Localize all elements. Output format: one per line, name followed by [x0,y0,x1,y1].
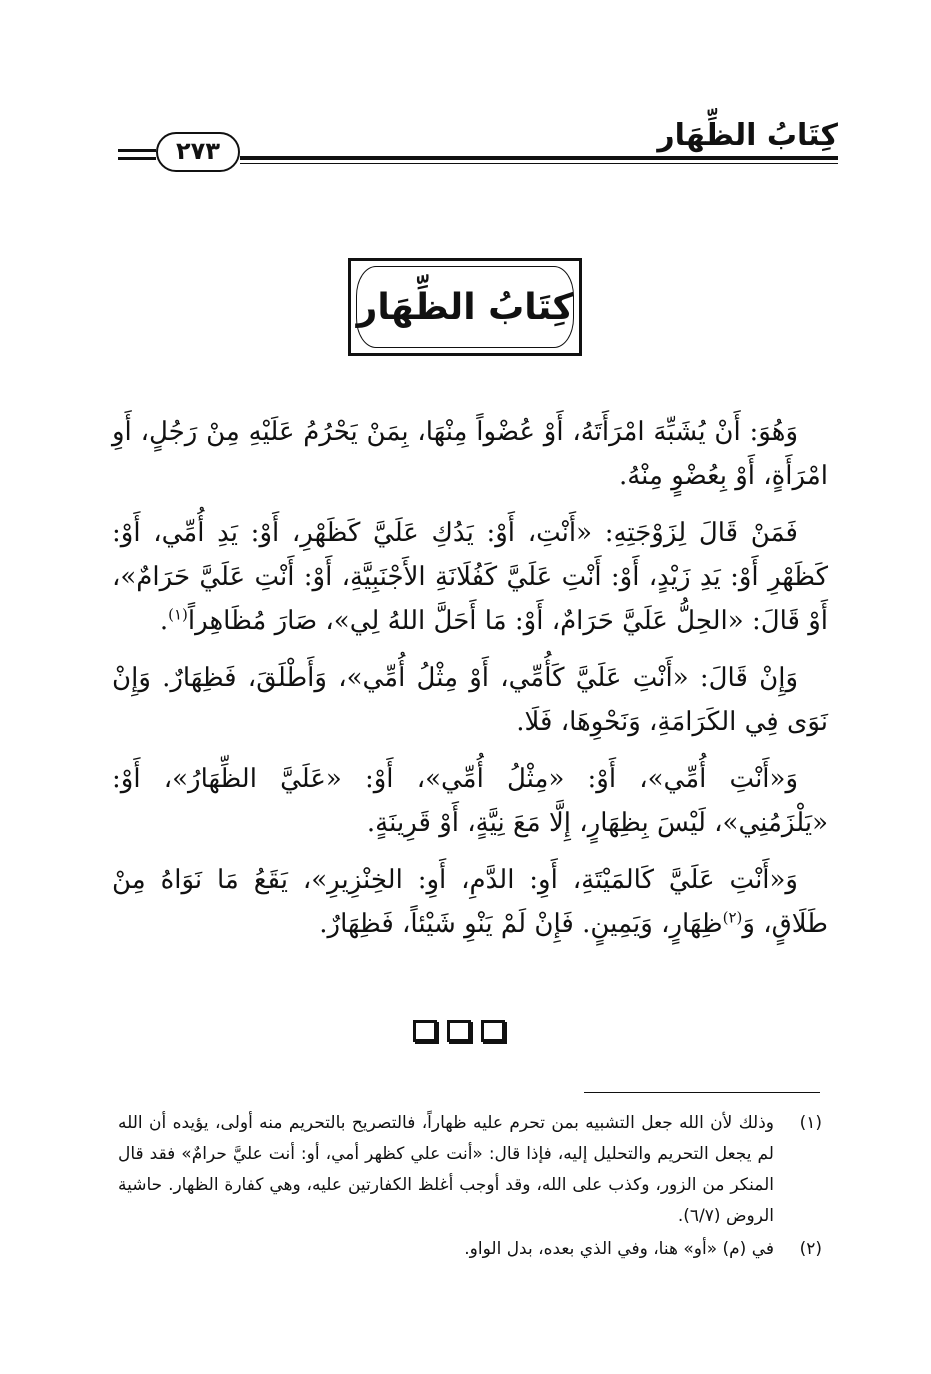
footnote-number: (١) [799,1113,822,1133]
paragraph-carrion [112,858,828,946]
footnotes [118,1108,822,1267]
running-header [118,118,838,178]
footnote-1 [118,1108,822,1232]
header-rule-thin [240,163,838,164]
footnote-separator [584,1092,820,1093]
header-rule-left-top [118,149,156,152]
paragraph-definition: وَهُوَ: أَنْ يُشَبِّهَ امْرَأَتَهُ، أَوْ عُضْواً مِنْهَا، بِمَنْ يَحْرُمُ عَلَيْهِ مِنْ رَجُلٍ، أَوِ امْرَأَةٍ، أَوْ بِعُضْوٍ مِنْهُ. [112,417,828,491]
footnote-text: في (م) «أو» هنا، وفي الذي بعده، بدل الواو. [464,1239,774,1259]
footnote-ref-2: (٢) [722,908,743,927]
chapter-title: كِتَابُ الظِّهَار [356,286,574,328]
running-book-title: كِتَابُ الظِّهَار [657,118,838,153]
paragraph-like-mother: وَإِنْ قَالَ: «أَنْتِ عَلَيَّ كَأُمِّي، أَوْ مِثْلُ أُمِّي»، وَأَطْلَقَ، فَظِهَارٌ. وَإِنْ نَوَى فِي الكَرَامَةِ، وَنَحْوِهَا، فَلَا. [112,663,828,737]
header-rule-thick [240,156,838,160]
footnote-text: وذلك لأن الله جعل التشبيه بمن تحرم عليه ظهاراً، فالتصريح بالتحريم منه أولى، يؤيده أن الله لم يجعل التحريم والتحليل إليه، فإذا قال: «أنت علي كظهر أمي، أو: أنت عليَّ حرامٌ» فقد قال المنكر من الزور، وكذب على الله، وقد أوجب أغلظ الكفارتين عليه، وهي كفارة الظهار. حاشية الروض (٦/٧). [118,1113,774,1226]
ornament-square-icon [447,1020,471,1042]
paragraph-carrion-text-b: ظِهَارٍ، وَيَمِينٍ. فَإِنْ لَمْ يَنْوِ شَيْئاً، فَظِهَارٌ. [319,909,723,939]
chapter-title-frame [348,258,582,356]
ornament-square-icon [413,1020,437,1042]
footnote-ref-1: (١) [168,605,188,624]
paragraph-examples [112,511,828,643]
chapter-title-inner-frame [356,266,574,348]
footnote-2 [118,1234,822,1265]
paragraph-examples-text: فَمَنْ قَالَ لِزَوْجَتِهِ: «أَنْتِ، أَوْ: يَدُكِ عَلَيَّ كَظَهْرِ، أَوْ: يَدِ أُمِّي، أَوْ: كَظَهْرِ أَوْ: يَدِ زَيْدٍ، أَوْ: أَنْتِ عَلَيَّ كَفُلَانَةِ الأَجْنَبِيَّةِ، أَوْ: أَنْتِ عَلَيَّ حَرَامٌ»، أَوْ قَالَ: «الحِلُّ عَلَيَّ حَرَامٌ، أَوْ: مَا أَحَلَّ اللهُ لِي»، صَارَ مُظَاهِراً [112,518,828,636]
ornament-square-icon [481,1020,505,1042]
page-number: ٢٧٣ [156,132,240,172]
section-end-ornament [413,1020,505,1042]
footnote-number: (٢) [799,1239,822,1259]
paragraph-carrion-text-a: وَ«أَنْتِ عَلَيَّ كَالمَيْتَةِ، أَوِ: الدَّمِ، أَوِ: الخِنْزِيرِ»، يَقَعُ مَا نَوَاهُ مِنْ طَلَاقٍ، وَ [112,865,828,939]
header-rule-left-bottom [118,157,156,160]
paragraph-examples-end: . [159,606,169,636]
paragraph-not-zihar: وَ«أَنْتِ أُمِّي»، أَوْ: «مِثْلُ أُمِّي»، أَوْ: «عَلَيَّ الظِّهَارُ»، أَوْ: «يَلْزَمُنِي»، لَيْسَ بِظِهَارٍ، إِلَّا مَعَ نِيَّةٍ، أَوْ قَرِينَةٍ. [112,764,828,838]
main-text [112,410,828,959]
